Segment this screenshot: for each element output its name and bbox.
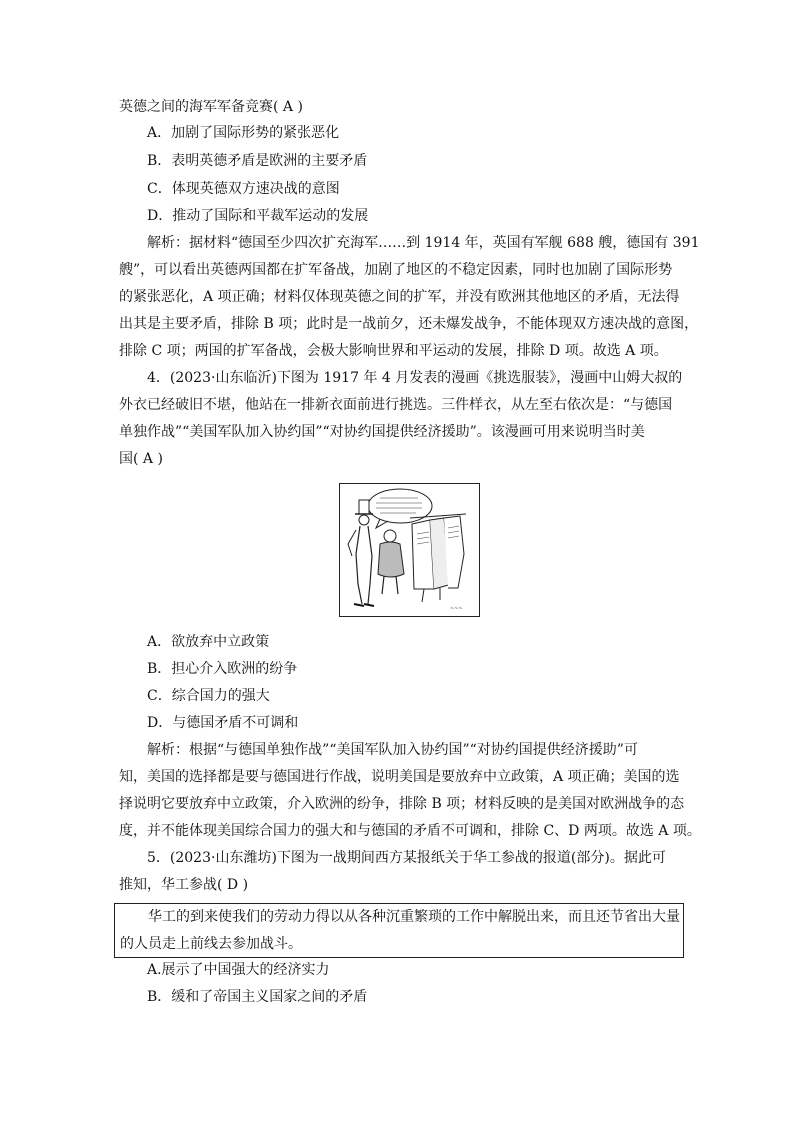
option-c: C．体现英德双方速决战的意图 (147, 181, 340, 197)
q5-option-b: B．缓和了帝国主义国家之间的矛盾 (147, 989, 368, 1005)
q4-stem: 国( A ) (119, 451, 163, 467)
q4-stem: 单独作战”“美国军队加入协约国”“对协约国提供经济援助”。该漫画可用来说明当时美 (119, 424, 645, 440)
option-b: B．表明英德矛盾是欧洲的主要矛盾 (147, 153, 368, 169)
quote-line: 的人员走上前线去参加战斗。 (120, 936, 302, 952)
q4-analysis: 解析：根据“与德国单独作战”“美国军队加入协约国”“对协约国提供经济援助”可 (147, 742, 638, 758)
cartoon-illustration (340, 484, 479, 616)
quote-line: 华工的到来使我们的劳动力得以从各种沉重繁琐的工作中解脱出来，而且还节省出大量 (148, 909, 680, 925)
source-quote-box (114, 903, 684, 958)
analysis-line: 排除 C 项；两国的扩军备战，会极大影响世界和平运动的发展，排除 D 项。故选 A 项。 (119, 343, 668, 359)
analysis-line: 的紧张恶化，A 项正确；材料仅体现英德之间的扩军，并没有欧洲其他地区的矛盾，无法得 (119, 289, 680, 305)
q4-analysis: 知，美国的选择都是要与德国进行作战，说明美国是要放弃中立政策，A 项正确；美国的选 (119, 769, 680, 785)
q5-option-a: A.展示了中国强大的经济实力 (147, 962, 330, 978)
q4-option-d: D．与德国矛盾不可调和 (147, 715, 299, 731)
q4-stem: 外衣已经破旧不堪，他站在一排新衣面前进行挑选。三件样衣，从左至右依次是：“与德国 (119, 397, 673, 413)
option-a: A．加剧了国际形势的紧张恶化 (147, 125, 340, 141)
q4-option-a: A．欲放弃中立政策 (147, 634, 270, 650)
q4-analysis: 度，并不能体现美国综合国力的强大和与德国的矛盾不可调和，排除 C、D 两项。故选 A 项。 (119, 823, 701, 839)
q5-stem: 5．(2023·山东潍坊)下图为一战期间西方某报纸关于华工参战的报道(部分)。据此可 (147, 850, 666, 866)
q4-analysis: 择说明它要放弃中立政策，介入欧洲的纷争，排除 B 项；材料反映的是美国对欧洲战争的态 (119, 796, 685, 812)
q4-option-c: C．综合国力的强大 (147, 688, 270, 704)
cartoon-signature: ~~~ (450, 606, 463, 612)
option-d: D．推动了国际和平裁军运动的发展 (147, 208, 369, 224)
cartoon-image (339, 483, 480, 617)
q5-stem: 推知，华工参战( D ) (119, 877, 249, 893)
question-stem-tail: 英德之间的海军军备竞赛( A ) (119, 99, 303, 115)
q4-option-b: B．担心介入欧洲的纷争 (147, 661, 298, 677)
analysis-line: 解析：据材料“德国至少四次扩充海军……到 1914 年，英国有军舰 688 艘，德国有 391 (147, 235, 700, 251)
analysis-line: 艘”，可以看出英德两国都在扩军备战，加剧了地区的不稳定因素，同时也加剧了国际形势 (119, 262, 673, 278)
analysis-line: 出其是主要矛盾，排除 B 项；此时是一战前夕，还未爆发战争，不能体现双方速决战的意图， (119, 316, 699, 332)
q4-stem: 4．(2023·山东临沂)下图为 1917 年 4 月发表的漫画《挑选服装》，漫画中山姆大叔的 (147, 370, 683, 386)
